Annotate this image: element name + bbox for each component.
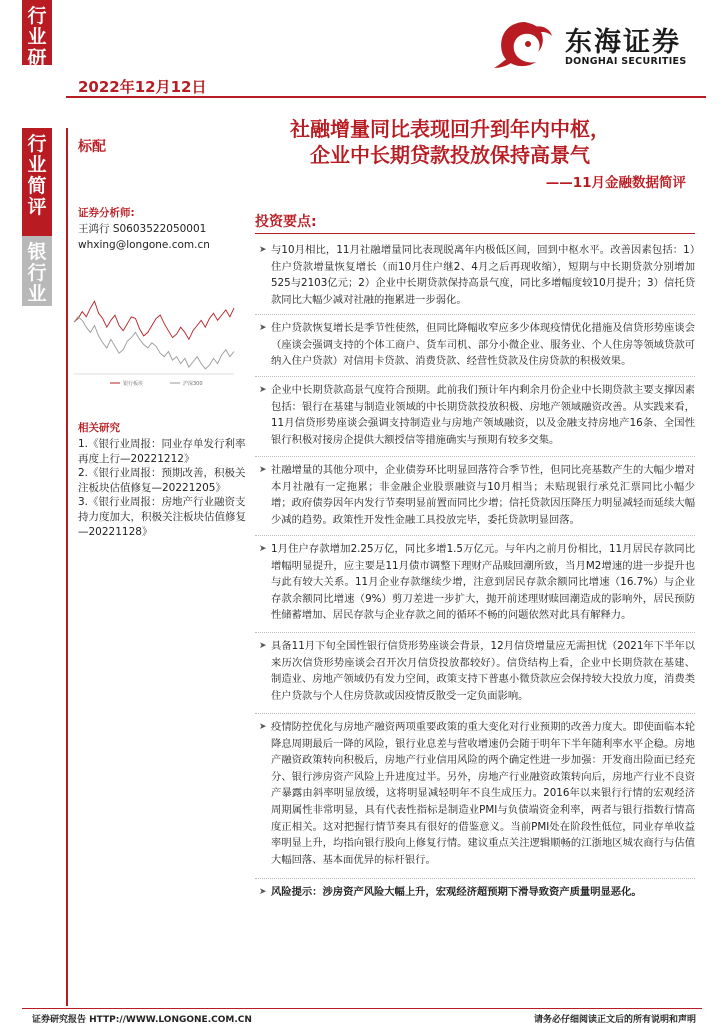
chart-series-line-2 [74,317,234,369]
bullet-arrow-icon: ➤ [259,323,267,333]
bullet-arrow-icon: ➤ [259,641,267,651]
chart-legend-label-2: 沪深300 [183,381,203,387]
performance-chart [70,290,238,390]
point-separator [255,713,695,714]
point-5: 1月住户存款增加2.25万亿，同比多增1.5万亿元。与年内之前月份相比，11月居民存款同比增幅明显提升，应主要是11月债市调整下理财产品赎回潮所致，当月M2增速的进一步提升也与此有较大关系。11月企业存款继续少增，注意到居民存款余额同比增速（16.7%）与企业存款余额同比增速（9%）剪刀差进一步扩大，抛开前述理财赎回潮造成的影响外，居民预防性储蓄增加、居民存款与企业存款之间的循环不畅的问题依然对此具有解释力。 [271,543,695,622]
side-tab-industry-brief: 行业简评 [22,128,52,236]
point-7: 疫情防控优化与房地产融资两项重要政策的重大变化对行业预期的改善力度大。即使面临本轮降息周期最后一降的风险，银行业息差与营收增速仍会随于明年下半年随利率水平企稳。房地产融资政策转向积极后，房地产行业信用风险的两个确定性进一步加强：开发商出险面已经充分、银行涉房资产风险上升进度过半。另外，房地产行业融资政策转向后，房地产行业不良资产暴露由斜率明显放缓，这将明显减轻明年不良生成压力。2016年以来银行行情的宏观经济周期属性非常明显，具有代表性指标是制造业PMI与负债端资金利率，两者与银行指数行情高度正相关。这对把握行情节奏具有很好的借鉴意义。当前PMI处在阶段性低位，同业存单收益率明显上升，均指向银行股向上修复行情。建议重点关注逻辑顺畅的江浙地区城农商行与估值大幅回落、基本面优异的标杆银行。 [271,721,695,866]
point-6: 具备11月下旬全国性银行信贷形势座谈会背景，12月信贷增量应无需担忧（2021年下半年以来历次信贷形势座谈会召开次月信贷投放都较好）。信贷结构上看，企业中长期贷款在基建、制造业、房地产领域仍有发力空间，政策支持下普惠小微贷款应会保持较大投放力度，消费类住户贷款与个人住房贷款或因疫情反散受一定负面影响。 [271,640,695,702]
analyst-heading: 证券分析师: [78,207,135,219]
report-subtitle: ——11月金融数据简评 [545,175,686,191]
company-logo [488,14,708,74]
industry-rating: 标配 [78,139,106,155]
chart-legend-label-1: 银行板块 [123,381,144,387]
title-line-2: 企业中长期贷款投放保持高景气 [310,143,590,167]
related-research-list [78,437,250,539]
related-research-heading: 相关研究 [78,422,120,434]
related-item-1[interactable]: 1.《银行业周报：同业存单发行利率再度上行—20221212》 [78,438,246,465]
side-tab-banking: 银行业 [22,236,52,306]
footer-divider [22,1008,702,1009]
logo-chinese-name: 东海证券 [565,27,681,58]
analyst-name-license: 王鸿行 S0603522050001 [78,223,207,235]
key-points-heading: 投资要点: [255,214,317,230]
title-line-1: 社融增量同比表现回升到年内中枢， [290,117,610,141]
footer-disclaimer: 请务必仔细阅读正文后的所有说明和声明 [533,1015,696,1025]
point-separator [255,878,695,879]
bullet-arrow-icon: ➤ [259,887,267,897]
left-vertical-divider [66,128,68,1006]
analyst-info [78,221,210,253]
bullet-arrow-icon: ➤ [259,722,267,732]
dragon-logo-icon [488,14,562,74]
point-separator [255,314,695,315]
point-separator [255,456,695,457]
point-separator [255,376,695,377]
point-separator [255,632,695,633]
point-separator [255,535,695,536]
analyst-email: whxing@longone.com.cn [78,239,210,251]
report-title [230,116,670,168]
related-item-3[interactable]: 3.《银行业周报：房地产行业融资支持力度加大，积极关注板块估值修复—20221128》 [78,496,246,538]
point-1: 与10月相比，11月社融增量同比表现脱离年内极低区间，回到中枢水平。改善因素包括：1）住户贷款增量恢复增长（而10月住户继2、4月之后再现收缩），短期与中长期贷款分别增加525与2103亿元；2）企业中长期贷款保持高景气度，同比多增幅度较10月提升；3）信托贷款同比大幅少减对社融的拖累进一步弱化。 [271,244,695,306]
key-points-divider [255,233,695,234]
point-2: 住户贷款恢复增长是季节性使然，但同比降幅收窄应多少体现疫情优化措施及信贷形势座谈会（座谈会强调支持的个体工商户、货车司机、部分小微企业、服务业、个人住房等领域贷款可纳入住户贷款）对信用卡贷款、消费贷款、经营性贷款及住房贷款的积极效果。 [271,322,695,368]
bullet-arrow-icon: ➤ [259,245,267,255]
risk-warning: 风险提示：涉房资产风险大幅上升，宏观经济超预期下滑导致资产质量明显恶化。 [271,886,642,898]
report-date: 2022年12月12日 [78,78,207,96]
bullet-arrow-icon: ➤ [259,544,267,554]
footer-website[interactable]: 证券研究报告 HTTP://WWW.LONGONE.COM.CN [32,1015,252,1025]
logo-english-name: DONGHAI SECURITIES [565,56,687,67]
point-3: 企业中长期贷款高景气度符合预期。此前我们预计年内剩余月份企业中长期贷款主要支撑因素包括：银行在基建与制造业领域的中长期贷款投放积极、房地产领域融资改善。从实践来看，11月信贷形势座谈会强调支持制造业与房地产领域融资，以及金融支持房地产16条、全国性银行积极对接房企提供大额授信等措施确实与预期有较多交集。 [271,384,695,446]
bullet-arrow-icon: ➤ [259,385,267,395]
side-tab-industry-research: 行业研究 [22,0,52,65]
bullet-arrow-icon: ➤ [259,465,267,475]
point-4: 社融增量的其他分项中，企业债券环比明显回落符合季节性，但同比亮基数产生的大幅少增对本月社融有一定拖累；非金融企业股票融资与10月相当；未贴现银行承兑汇票同比小幅少增；政府债券因年内发行节奏明显前置而同比少增；信托贷款因压降压力明显减轻而延续大幅少减的趋势。政策性开发性金融工具投放完毕，委托贷款明显回落。 [271,464,695,526]
related-item-2[interactable]: 2.《银行业周报：预期改善，积极关注板块估值修复—20221205》 [78,467,246,494]
